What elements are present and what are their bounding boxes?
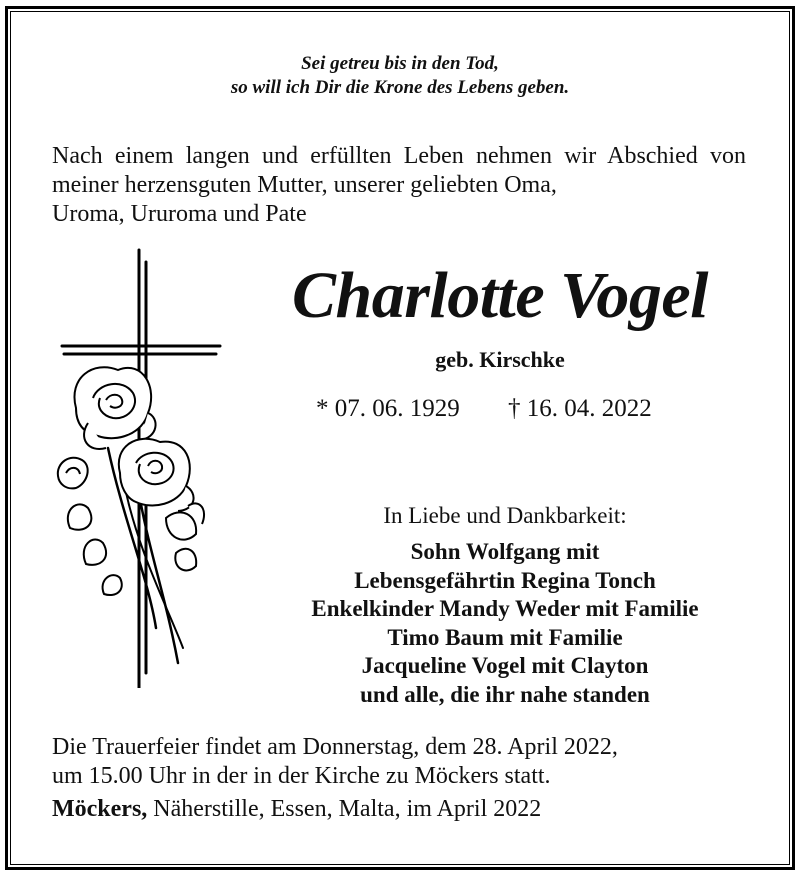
birth-date: * 07. 06. 1929 [316, 395, 460, 422]
list-item: Enkelkinder Mandy Weder mit Familie [311, 596, 699, 621]
verse-line-2: so will ich Dir die Krone des Lebens geben. [230, 77, 570, 98]
list-item: und alle, die ihr nahe standen [360, 681, 650, 707]
place-and-date [52, 796, 541, 823]
funeral-info [52, 733, 618, 791]
funeral-line-1: Die Trauerfeier findet am Donnerstag, dem 28. April 2022, [52, 734, 618, 760]
maiden-name: geb. Kirschke [435, 347, 565, 372]
bible-verse [0, 52, 800, 100]
deceased-name: Charlotte Vogel [291, 259, 709, 332]
funeral-line-2: um 15.00 Uhr in der in der Kirche zu Möckers statt. [52, 763, 551, 789]
place-rest: Näherstille, Essen, Malta, im April 2022 [147, 796, 542, 822]
mourners-list [250, 538, 760, 709]
list-item: Sohn Wolfgang mit [410, 539, 600, 564]
list-item: Lebensgefährtin Regina Tonch [354, 567, 656, 593]
verse-line-1: Sei getreu bis in den Tod, [301, 53, 499, 74]
intro-text-last-line: Uroma, Ururoma und Pate [52, 201, 307, 227]
list-item: Timo Baum mit Familie [387, 624, 623, 650]
place-town: Möckers, [52, 796, 148, 822]
mourners-heading: In Liebe und Dankbarkeit: [383, 503, 627, 528]
death-date: † 16. 04. 2022 [508, 395, 652, 422]
intro-text: Nach einem langen und erfüllten Leben nehmen wir Abschied von meiner herzensguten Mutter, unserer geliebten Oma, [52, 143, 746, 198]
list-item: Jacqueline Vogel mit Clayton [361, 653, 649, 678]
cross-with-roses-icon [48, 248, 228, 688]
